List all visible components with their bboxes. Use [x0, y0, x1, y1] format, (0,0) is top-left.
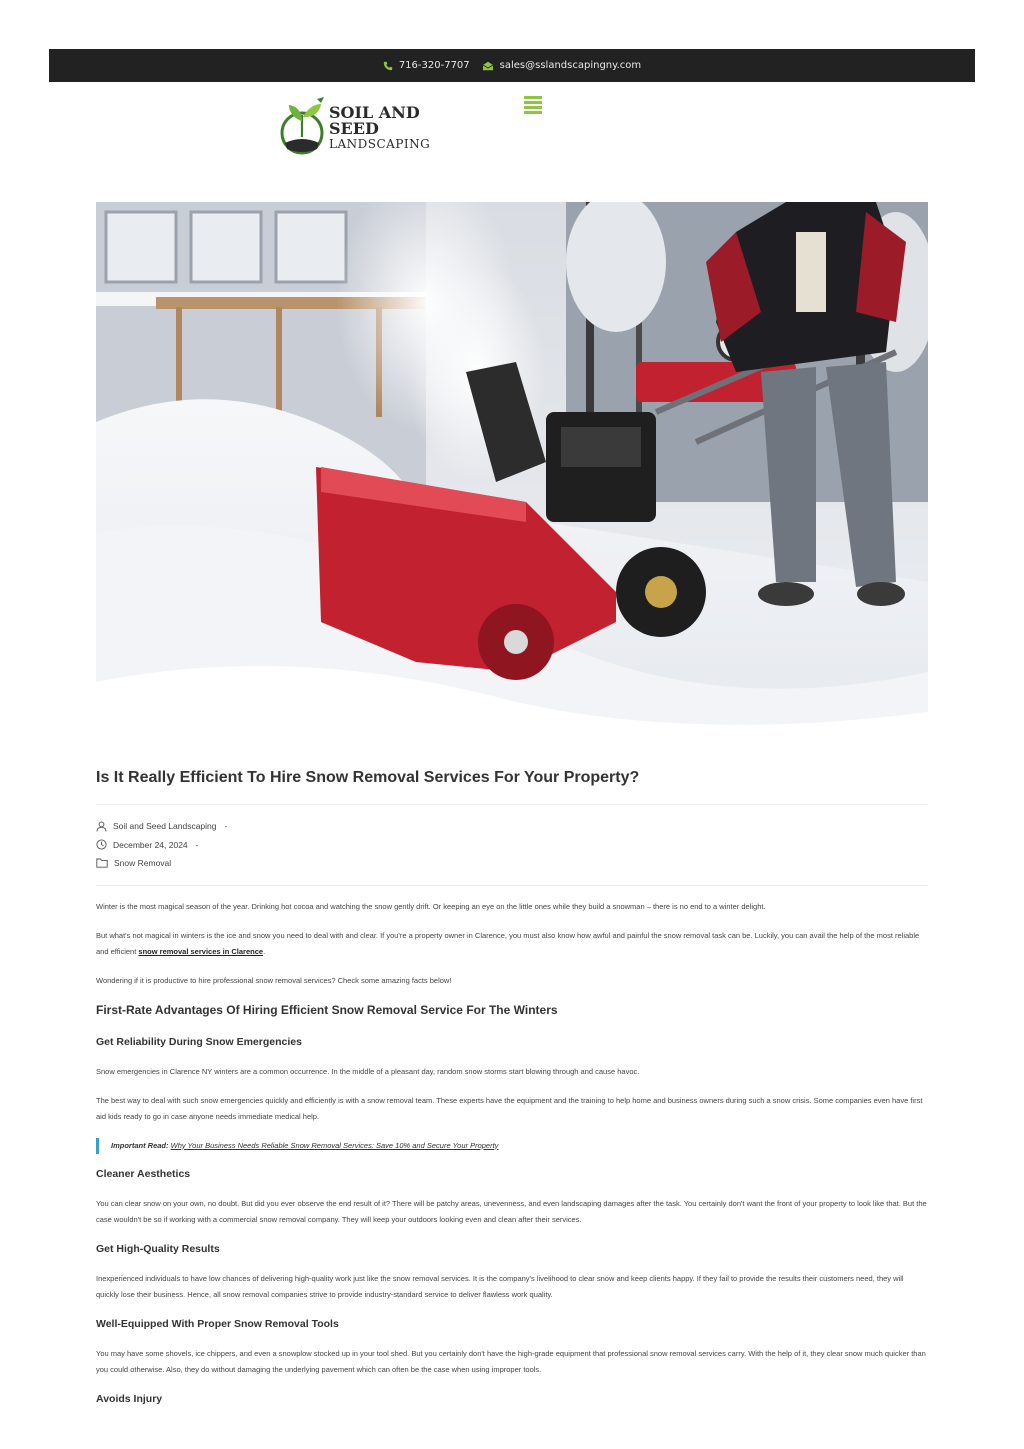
email-address[interactable]: sales@sslandscapingny.com: [499, 60, 642, 71]
snow-removal-clarence-link[interactable]: snow removal services in Clarence: [138, 946, 264, 956]
phone-number[interactable]: 716-320-7707: [398, 60, 470, 71]
subsection-heading: Avoids Injury: [96, 1392, 163, 1405]
paragraph: Wondering if it is productive to hire professional snow removal services? Check some amazing facts below!: [96, 975, 452, 985]
paragraph: You may have some shovels, ice chippers, and even a snowplow stocked up in your tool shed. But you certainly don't have the high-grade equipment that professional snow removal services carry. With the help of it, they clear snow much quicker than you could otherwise. Also, they do without damaging the underlying pavement which can often be the case when using improper tools.: [96, 1348, 926, 1374]
hero-image: [96, 202, 928, 757]
folder-icon: [96, 858, 108, 868]
site-logo[interactable]: [277, 95, 467, 159]
paragraph: Inexperienced individuals to have low chances of delivering high-quality work just like the snow removal services. It is the company's livelihood to clear snow and keep clients happy. If they fail to provide the results their customers need, they will quickly lose their business. Hence, all snow removal companies strive to provide industry-standard service to deliver flawless work quality.: [96, 1273, 904, 1299]
post-meta: [96, 805, 928, 885]
phone-contact[interactable]: [383, 60, 470, 71]
post-date: December 24, 2024: [113, 839, 188, 850]
logo-line-1: SOIL AND SEED: [329, 102, 420, 138]
paragraph: Snow emergencies in Clarence NY winters are a common occurrence. In the middle of a pleasant day, random snow storms start blowing through and cause havoc.: [96, 1066, 640, 1076]
snow-blower-illustration: [96, 202, 928, 757]
meta-category: [96, 854, 928, 873]
clock-icon: [96, 839, 107, 850]
logo-text: [329, 102, 467, 151]
meta-author: [96, 817, 928, 836]
post-title: Is It Really Efficient To Hire Snow Removal Services For Your Property?: [96, 769, 640, 786]
divider: [96, 885, 928, 886]
paragraph: The best way to deal with such snow emergencies quickly and efficiently is with a snow removal team. These experts have the equipment and the training to help home and business owners during such a snow crisis. Some companies even have first aid kids ready to go in case anyone needs immediate medical help.: [96, 1095, 923, 1121]
paragraph: Winter is the most magical season of the year. Drinking hot cocoa and watching the snow gently drift. Or keeping an eye on the little ones while they build a snowman – there is no end to a winter delight.: [96, 901, 766, 911]
user-icon: [96, 821, 107, 832]
paragraph: You can clear snow on your own, no doubt. But did you ever observe the end result of it? There will be patchy areas, unevenness, and even landscaping damages after the task. You certainly don't want the front of your property to look like that. But the case wouldn't be so if working with a commercial snow removal company. They will keep your outdoors looking even and clean after their services.: [96, 1198, 927, 1224]
subsection-heading: Get High-Quality Results: [96, 1242, 220, 1255]
category-link[interactable]: Snow Removal: [114, 858, 172, 869]
author-link[interactable]: Soil and Seed Landscaping: [113, 821, 217, 832]
important-read-callout: [96, 1138, 928, 1154]
top-contact-bar: [49, 49, 975, 82]
paragraph: But what's not magical in winters is the ice and snow you need to deal with and clear. If you're a property owner in Clarence, you must also know how awful and painful the snow removal task can be. Luckily, you can avail the help of the most reliable and efficient snow removal services in Clarence.: [96, 930, 920, 956]
hamburger-menu-icon[interactable]: [524, 96, 542, 116]
important-label: Important Read:: [111, 1140, 169, 1150]
subsection-heading: Cleaner Aesthetics: [96, 1167, 191, 1180]
meta-separator: -: [224, 821, 228, 832]
post-content: [96, 768, 928, 1421]
important-read-link[interactable]: Why Your Business Needs Reliable Snow Removal Services: Save 10% and Secure Your Property: [170, 1140, 499, 1150]
logo-sprout-icon: [277, 95, 327, 159]
email-contact[interactable]: [482, 60, 642, 71]
meta-date: [96, 836, 928, 855]
subsection-heading: Get Reliability During Snow Emergencies: [96, 1035, 302, 1048]
envelope-icon: [482, 61, 494, 71]
phone-icon: [383, 61, 393, 71]
logo-line-2: LANDSCAPING: [329, 136, 431, 151]
subsection-heading: Well-Equipped With Proper Snow Removal Tools: [96, 1317, 339, 1330]
section-heading: First-Rate Advantages Of Hiring Efficient Snow Removal Service For The Winters: [96, 1002, 558, 1017]
meta-separator: -: [195, 839, 199, 850]
article-body: [96, 899, 928, 1407]
